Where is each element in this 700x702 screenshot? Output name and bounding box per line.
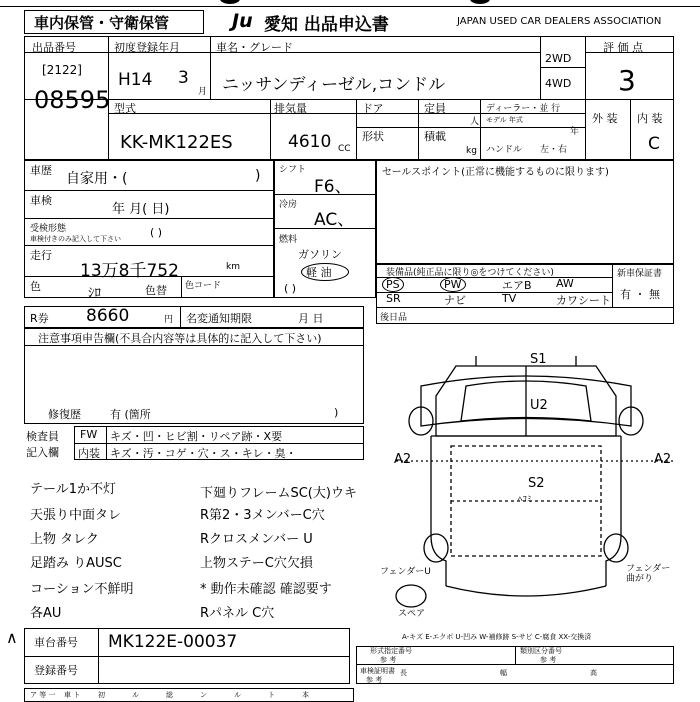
ju-logo: Ju xyxy=(232,10,253,32)
color-label: 色 xyxy=(30,280,41,293)
rating-label: 評 価 点 xyxy=(603,41,643,54)
mileage-label: 走行 xyxy=(30,249,52,262)
model-value: KK-MK122ES xyxy=(120,132,233,153)
lot-number-label: 出品番号 xyxy=(32,41,76,54)
history-label: 車歴 xyxy=(30,164,52,177)
handwritten-note: コーション不鮮明 xyxy=(30,582,134,597)
doc-cell: 本 xyxy=(302,691,309,699)
handwritten-note: * 動作未確認 確認要す xyxy=(200,582,332,597)
inspection-value: 年 月( 日) xyxy=(112,202,170,217)
equipment-item: TV xyxy=(502,292,517,305)
displacement-value: 4610 xyxy=(288,132,332,152)
receiving-note: 車検付きのみ記入して下さい xyxy=(30,235,121,243)
handwritten-note: Rパネル C穴 xyxy=(200,606,275,621)
org-english: JAPAN USED CAR DEALERS ASSOCIATION xyxy=(457,16,662,27)
sales-point-label: セールスポイント(正常に機能するものに限ります) xyxy=(382,167,609,178)
handwritten-note: Rクロスメンバー U xyxy=(200,532,313,547)
model-year-suffix: 年 xyxy=(570,127,580,137)
chassis-label: 車台番号 xyxy=(34,636,78,649)
handwritten-note: R第2・3メンバーC穴 xyxy=(200,508,325,523)
fw-label: FW xyxy=(80,428,98,441)
ac-value: AC、 xyxy=(314,210,355,230)
fender-left: フェンダーU xyxy=(380,567,431,577)
receiving-paren: ( ) xyxy=(150,226,163,239)
displacement-unit: CC xyxy=(338,144,351,154)
price-label: R券 xyxy=(30,312,49,325)
handwritten-note: 上物ステーC穴欠損 xyxy=(200,556,313,571)
org-title: 愛知 出品申込書 xyxy=(264,15,389,35)
capacity-unit: 人 xyxy=(470,117,480,127)
fw-items: キズ・凹・ヒビ割・リペア跡・X要 xyxy=(110,430,283,443)
diagram-frame-right xyxy=(606,436,621,586)
equipment-item: PS xyxy=(382,277,404,292)
wheel-rear-right xyxy=(604,534,628,562)
diagram-s2-sub: ﾍｺﾐ xyxy=(518,495,532,505)
fuel-circled: 軽 油 xyxy=(306,266,332,279)
color-value: ｼﾛ xyxy=(88,286,101,301)
class-ref: 参 考 xyxy=(540,656,557,664)
repair-close: ) xyxy=(334,406,339,419)
shape-label: 形状 xyxy=(362,130,384,143)
warranty-options: 有 ・ 無 xyxy=(620,288,660,301)
chassis-value: MK122E-00037 xyxy=(108,632,238,652)
rating-value: 3 xyxy=(618,64,636,97)
receiving-label: 受検形態 xyxy=(30,224,67,234)
price-unit: 円 xyxy=(164,315,174,325)
inspector-label-2: 記入欄 xyxy=(26,446,59,459)
warranty-label: 新車保証書 xyxy=(617,269,663,279)
doc-cell: ン xyxy=(200,691,207,699)
inspection-label: 車検 xyxy=(30,194,52,207)
color-change-label: 色替 xyxy=(145,284,167,297)
interior-items: キズ・汚・コゲ・穴・ス・キレ・臭・ xyxy=(110,447,297,460)
mileage-unit: km xyxy=(226,262,240,272)
load-label: 積載 xyxy=(424,130,446,143)
wheel-rear-left xyxy=(424,534,448,562)
first-reg-month: 3 xyxy=(178,68,189,88)
interior-label: 内 装 xyxy=(637,112,663,125)
fuel-value: ガソリン xyxy=(298,248,342,261)
class-label: 類別区分番号 xyxy=(520,647,562,655)
handwritten-note: 上物 タレク xyxy=(30,532,99,547)
doc-cell: 車 ト xyxy=(64,691,81,699)
width-label: 幅 xyxy=(500,669,507,677)
doc-cell: ト xyxy=(268,691,275,699)
model-year-label: モデル 年式 xyxy=(486,116,523,124)
color-code-label: 色コード xyxy=(185,281,222,291)
height-label: 高 xyxy=(590,669,597,677)
doc-cell: 初 xyxy=(98,691,105,699)
car-name-label: 車名・グレード xyxy=(216,41,293,54)
exterior-label: 外 装 xyxy=(592,112,618,125)
doc-cell: ル xyxy=(132,691,139,699)
mileage-value: 13万8千752 xyxy=(80,261,179,281)
interior-items-label: 内装 xyxy=(78,447,100,460)
capacity-label: 定員 xyxy=(424,102,446,115)
equipment-item: カワシート xyxy=(556,294,611,307)
inspector-label-1: 検査員 xyxy=(26,430,59,443)
spare-tire xyxy=(396,585,426,607)
equipment-item: エアB xyxy=(502,279,532,292)
diagram-s2: S2 xyxy=(528,476,545,491)
storage-note: 車内保管・守衛保管 xyxy=(34,14,170,32)
reg-cert-ref: 参 考 xyxy=(366,676,383,684)
lot-bracket: [2122] xyxy=(42,63,82,77)
interior-grade: C xyxy=(648,134,660,154)
shift-label: シフト xyxy=(279,165,307,175)
form-spec-label: 形式指定番号 xyxy=(370,647,412,655)
shift-value: F6、 xyxy=(314,177,352,197)
diagram-frame-left xyxy=(431,436,446,586)
displacement-label: 排気量 xyxy=(274,102,307,115)
handwritten-note: 天張り中面タレ xyxy=(30,508,122,523)
lot-number: 08595 xyxy=(34,86,111,114)
form-spec-ref: 参 考 xyxy=(380,656,397,664)
history-close: ) xyxy=(255,168,261,184)
handwritten-note: 各AU xyxy=(30,606,62,621)
doc-cell: ア 等 一 xyxy=(30,691,56,699)
diagram-u2: U2 xyxy=(530,398,548,413)
reg-label: 登録番号 xyxy=(34,664,78,677)
equipment-item: SR xyxy=(386,292,401,305)
drive-4wd: 4WD xyxy=(545,77,572,90)
door-label: ドア xyxy=(362,102,384,115)
equipment-item: PW xyxy=(440,277,466,292)
doc-cell: 総 xyxy=(166,691,173,699)
model-label: 型式 xyxy=(114,102,136,115)
notes-label: 注意事項申告欄(不具合内容等は具体的に記入して下さい) xyxy=(38,332,322,345)
spare-label: スペア xyxy=(398,609,426,619)
handle-label: ハンドル xyxy=(486,145,523,155)
repair-value: 有 (箇所 xyxy=(110,408,151,421)
first-reg-month-suffix: 月 xyxy=(198,87,208,97)
fender-right: フェンダー曲がり xyxy=(626,564,671,584)
diagram-rear xyxy=(446,586,606,596)
length-label: 長 xyxy=(400,669,407,677)
post-install-block xyxy=(376,308,674,324)
first-reg-label: 初度登録年月 xyxy=(114,41,180,54)
handwritten-note: 足踏み りAUSC xyxy=(30,556,122,571)
car-name: ニッサンディーゼル,コンドル xyxy=(222,75,446,95)
diagram-a2-right: A2 xyxy=(654,452,672,467)
dealer-label: ディーラー・並 行 xyxy=(486,104,561,114)
post-install-label: 後日品 xyxy=(380,313,408,323)
diagram-a2-left: A2 xyxy=(394,452,412,467)
equipment-label: 装備品(純正品に限り◎をつけてください) xyxy=(386,268,554,278)
first-reg-era: H14 xyxy=(118,70,153,90)
reg-cert-label: 車検証明書 xyxy=(360,667,395,675)
repair-label: 修復歴 xyxy=(48,408,81,421)
transfer-label: 名変通知期限 xyxy=(186,312,252,325)
damage-legend: A-キズ E-エクボ U-凹み W-補修跡 S-サビ C-腐食 XX-交換済 xyxy=(402,633,592,641)
equipment-item: ナビ xyxy=(444,294,466,307)
equipment-item: AW xyxy=(556,277,574,290)
history-value: 自家用・( xyxy=(66,171,128,187)
diagram-s1: S1 xyxy=(530,352,547,367)
price-value: 8660 xyxy=(86,306,130,326)
ac-label: 冷房 xyxy=(279,200,298,210)
margin-mark: ∧ xyxy=(6,628,18,647)
doc-cell: ル xyxy=(234,691,241,699)
load-unit: kg xyxy=(466,146,477,156)
fuel-paren: ( ) xyxy=(284,282,297,295)
handwritten-note: 下廻りフレームSC(大)ウキ xyxy=(200,486,357,501)
handle-options: 左・右 xyxy=(540,145,568,155)
fuel-label: 燃料 xyxy=(279,235,298,245)
transfer-date: 月 日 xyxy=(298,312,324,325)
handwritten-note: テール1か不灯 xyxy=(30,482,117,497)
drive-2wd: 2WD xyxy=(545,52,572,65)
